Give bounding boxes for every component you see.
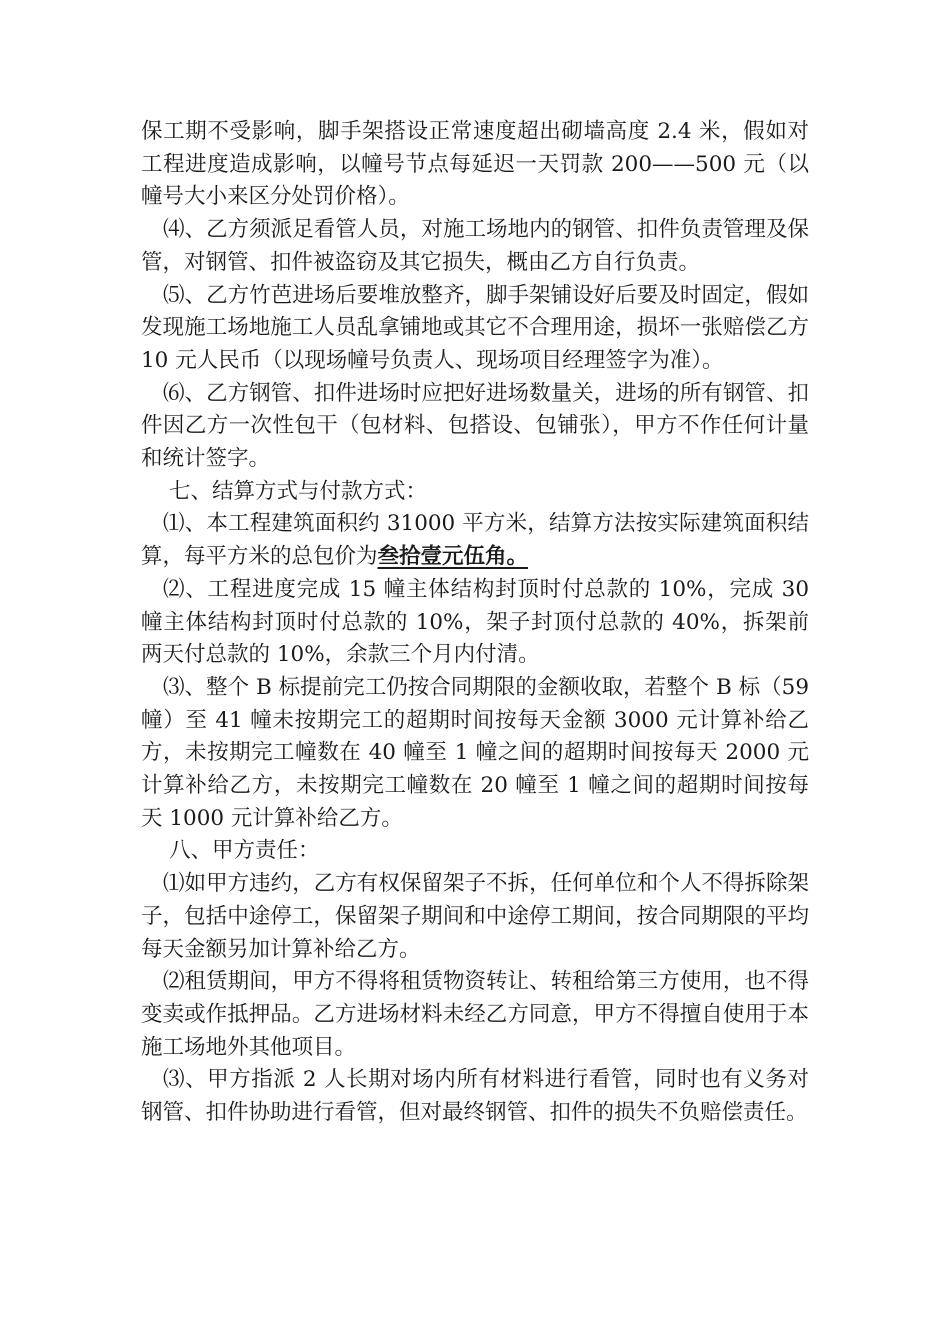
paragraph-party-a-2: ⑵租赁期间，甲方不得将租赁物资转让、转租给第三方使用，也不得变卖或作抵押品。乙方进场材料未经乙方同意，甲方不得擅自使用于本施工场地外其他项目。 (141, 969, 809, 1060)
paragraph-settlement-1 (141, 508, 809, 573)
paragraph-party-a-3: ⑶、甲方指派 2 人长期对场内所有材料进行看管，同时也有义务对钢管、扣件协助进行看管，但对最终钢管、扣件的损失不负赔偿责任。 (141, 1067, 809, 1126)
paragraph-clause-6: ⑹、乙方钢管、扣件进场时应把好进场数量关，进场的所有钢管、扣件因乙方一次性包干（包材料、包搭设、包铺张），甲方不作任何计量和统计签字。 (141, 380, 809, 472)
settlement-text: ⑴、本工程建筑面积约 31000 平方米，结算方法按实际建筑面积结算，每平方米的总包价为 (141, 511, 809, 570)
paragraph-settlement-3: ⑶、整个 B 标提前完工仍按合同期限的金额收取，若整个 B 标（59 幢）至 41 幢未按期完工的超期时间按每天金额 3000 元计算补给乙方，未按期完工幢数在 40 幢至 1 幢之间的超期时间按每天 2000 元计算补给乙方，未按期完工幢数在 20 幢至 1 幢之间的超期时间按每天 1000 元计算补给乙方。 (141, 674, 809, 831)
paragraph-scaffold-schedule: 保工期不受影响，脚手架搭设正常速度超出砌墙高度 2.4 米，假如对工程进度造成影响，以幢号节点每延迟一天罚款 200——500 元（以幢号大小来区分处罚价格）。 (141, 119, 809, 210)
paragraph-party-a-1: ⑴如甲方违约，乙方有权保留架子不拆，任何单位和个人不得拆除架子，包括中途停工，保留架子期间和中途停工期间，按合同期限的平均每天金额另加计算补给乙方。 (141, 871, 809, 962)
unit-price-amount: 叁拾壹元伍角 (377, 544, 507, 570)
section-heading-settlement: 七、结算方式与付款方式： (169, 478, 428, 504)
section-heading-party-a: 八、甲方责任： (169, 838, 320, 864)
paragraph-clause-5: ⑸、乙方竹芭进场后要堆放整齐，脚手架铺设好后要及时固定，假如发现施工场地施工人员乱拿铺地或其它不合理用途，损坏一张赔偿乙方 10 元人民币（以现场幢号负责人、现场项目经理签字为准）。 (141, 282, 809, 373)
document-body (141, 116, 809, 1130)
paragraph-clause-4: ⑷、乙方须派足看管人员，对施工场地内的钢管、扣件负责管理及保管，对钢管、扣件被盗窃及其它损失，概由乙方自行负责。 (141, 217, 809, 275)
paragraph-settlement-2: ⑵、工程进度完成 15 幢主体结构封顶时付总款的 10%，完成 30 幢主体结构封顶时付总款的 10%，架子封顶付总款的 40%，拆架前两天付总款的 10%，余款三个月内付清。 (141, 576, 809, 668)
unit-price-period: 。 (506, 544, 529, 570)
